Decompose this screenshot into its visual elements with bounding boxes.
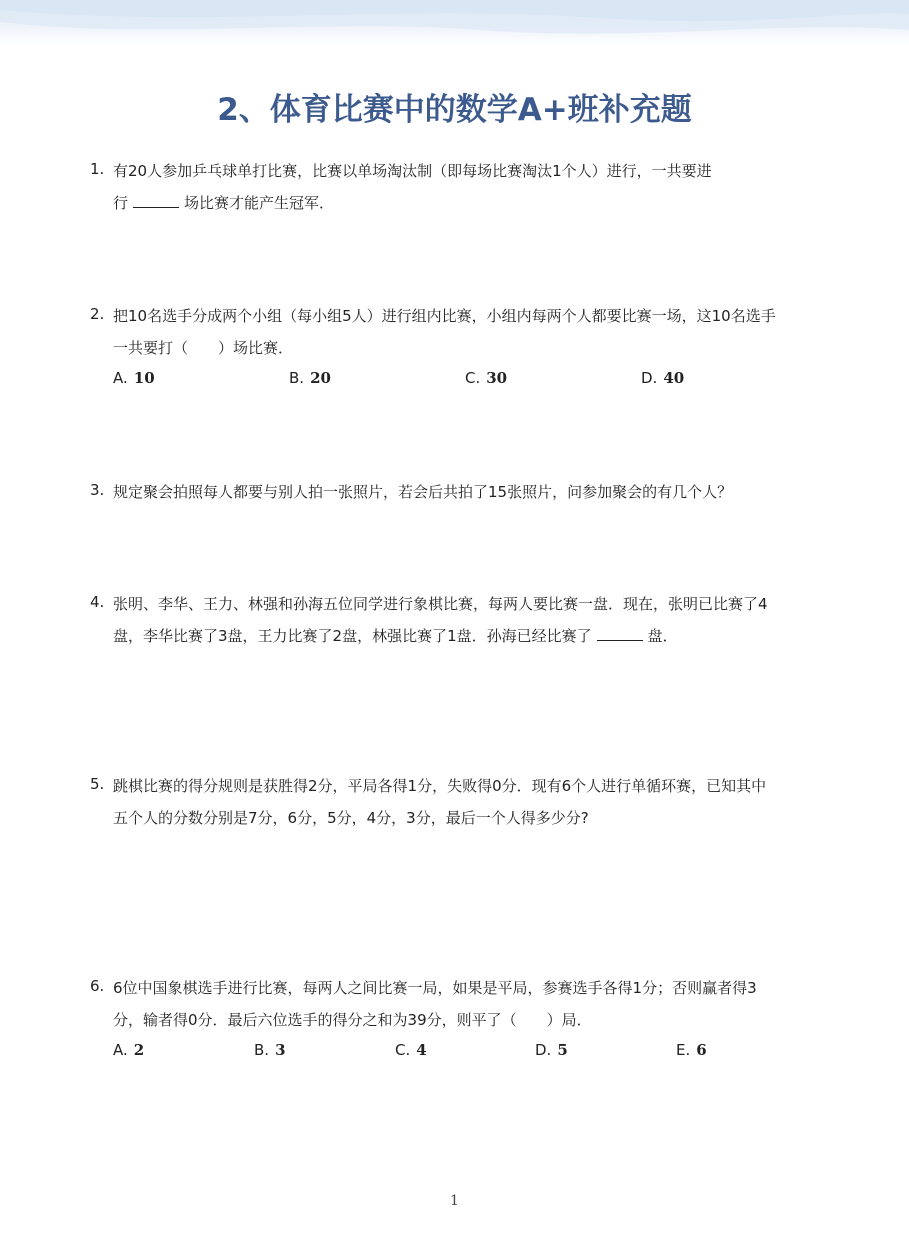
option-value: 20 <box>310 369 331 387</box>
question-text-prefix: 盘，李华比赛了3盘，王力比赛了2盘，林强比赛了1盘．孙海已经比赛了 <box>113 627 592 645</box>
option-d <box>641 369 684 387</box>
answer-blank <box>597 626 643 641</box>
question-text-line1: 张明、李华、王力、林强和孙海五位同学进行象棋比赛，每两人要比赛一盘．现在，张明已比赛了4 <box>113 595 768 613</box>
option-label: C. <box>395 1041 411 1059</box>
option-d <box>535 1041 568 1059</box>
header-band <box>0 0 909 46</box>
header-wave-decoration <box>0 0 909 46</box>
option-b <box>289 369 331 387</box>
question-number: 4. <box>90 593 105 611</box>
option-label: E. <box>676 1041 691 1059</box>
option-value: 6 <box>696 1041 707 1059</box>
question-text-line2 <box>113 625 678 646</box>
question-text-suffix: 场比赛才能产生冠军． <box>184 194 335 212</box>
option-label: C. <box>465 369 481 387</box>
option-value: 40 <box>663 369 685 387</box>
option-label: D. <box>641 369 658 387</box>
option-value: 30 <box>486 369 508 387</box>
option-value: 3 <box>275 1041 286 1059</box>
option-label: A. <box>113 1041 128 1059</box>
option-e <box>676 1041 707 1059</box>
option-label: D. <box>535 1041 552 1059</box>
option-label: A. <box>113 369 128 387</box>
option-c <box>395 1041 427 1059</box>
option-a <box>113 1041 144 1059</box>
question-text-line1: 6位中国象棋选手进行比赛，每两人之间比赛一局，如果是平局，参赛选手各得1分；否则赢者得3 <box>113 979 757 997</box>
question-text-line1: 有20人参加乒乓球单打比赛，比赛以单场淘汰制（即每场比赛淘汰1个人）进行，一共要进 <box>113 162 712 180</box>
question-number: 1. <box>90 160 105 178</box>
option-label: B. <box>254 1041 270 1059</box>
question-text-line1: 规定聚会拍照每人都要与别人拍一张照片，若会后共拍了15张照片，问参加聚会的有几个人？ <box>113 483 733 501</box>
question-text-line2: 分，输者得0分．最后六位选手的得分之和为39分，则平了（ ）局． <box>113 1011 592 1029</box>
question-number: 2. <box>90 305 105 323</box>
question-number: 3. <box>90 481 105 499</box>
question-number: 6. <box>90 977 105 995</box>
option-value: 10 <box>133 369 155 387</box>
question-number: 5. <box>90 775 105 793</box>
question-text-prefix: 行 <box>113 194 129 212</box>
option-value: 2 <box>133 1041 145 1059</box>
question-text-line1: 跳棋比赛的得分规则是获胜得2分，平局各得1分，失败得0分．现有6个人进行单循环赛，已知其中 <box>113 777 767 795</box>
option-b <box>254 1041 286 1059</box>
question-text-suffix: 盘． <box>647 627 678 645</box>
page-number: 1 <box>450 1193 459 1209</box>
answer-blank <box>133 193 179 208</box>
option-c <box>465 369 507 387</box>
option-value: 5 <box>557 1041 568 1059</box>
question-text-line2 <box>113 192 334 213</box>
question-text-line2: 一共要打（ ）场比赛． <box>113 339 294 357</box>
question-text-line1: 把10名选手分成两个小组（每小组5人）进行组内比赛，小组内每两个人都要比赛一场，这10名选手 <box>113 307 776 325</box>
option-a <box>113 369 155 387</box>
question-text-line2: 五个人的分数分别是7分，6分，5分，4分，3分，最后一个人得多少分? <box>113 809 589 827</box>
option-label: B. <box>289 369 305 387</box>
page-title: 2、体育比赛中的数学A+班补充题 <box>217 92 692 128</box>
option-value: 4 <box>416 1041 427 1059</box>
